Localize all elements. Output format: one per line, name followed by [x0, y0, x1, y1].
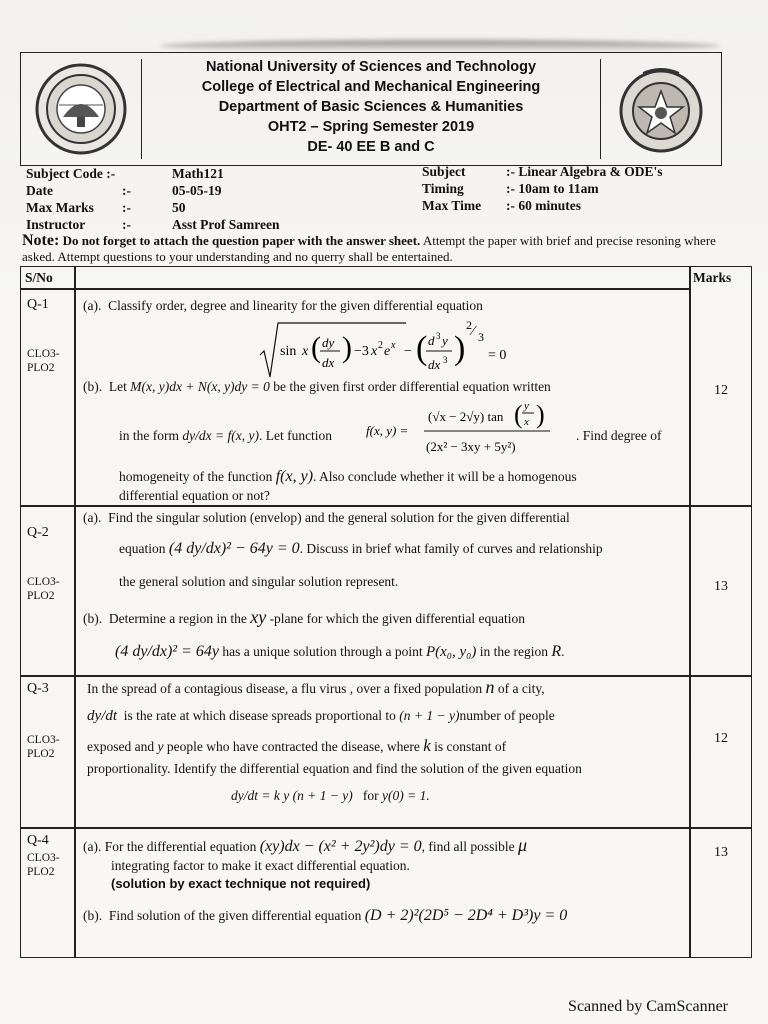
instructor-value: Asst Prof Samreen — [172, 217, 280, 232]
svg-text:sin: sin — [280, 344, 297, 359]
q4a-equation: (xy)dx − (x² + 2y²)dy = 0 — [259, 838, 422, 855]
q3-t8: proportionality. Identify the differential equation and find the solution of the given equation — [87, 761, 582, 776]
q3-line5 — [231, 787, 430, 804]
university-name: National University of Sciences and Technology — [205, 59, 537, 75]
max-marks-label: Max Marks — [26, 200, 94, 215]
q2a-line1 — [83, 509, 570, 526]
svg-text:(: ( — [514, 400, 523, 429]
q2b-xy: xy — [250, 607, 267, 627]
svg-text:3: 3 — [478, 330, 484, 344]
svg-text:x: x — [302, 344, 309, 359]
svg-text:e: e — [384, 344, 391, 359]
q4-marks: 13 — [714, 845, 728, 860]
q4a-label: (a). — [83, 839, 102, 854]
q3-clo — [27, 733, 60, 761]
q3-t7: is constant of — [434, 739, 507, 754]
svg-text:): ) — [454, 330, 466, 367]
q2a-label: (a). — [83, 510, 102, 525]
q1b-t7: . Also conclude whether it will be a homogenous — [313, 469, 577, 484]
q1b-t6: homogeneity of the function — [119, 469, 273, 484]
q2b-t1: Determine a region in the — [108, 611, 247, 626]
q2-label: Q-2 — [27, 525, 49, 540]
q1-marks: 12 — [714, 383, 728, 398]
q1b-fxy: f(x, y) — [275, 468, 314, 485]
q2-clo — [27, 575, 60, 603]
q3-dydt: dy/dt — [87, 708, 117, 724]
subject-code-label: Subject Code :- — [26, 166, 116, 181]
q1b-t8: differential equation or not? — [119, 488, 270, 503]
date-value: 05-05-19 — [172, 183, 222, 198]
q1-clo — [27, 347, 60, 375]
q2b-t3: has a unique solution through a point — [222, 644, 423, 659]
q4-label: Q-4 — [27, 833, 49, 848]
q1a-equation — [256, 315, 526, 383]
subject-value: :- Linear Algebra & ODE's — [506, 164, 663, 179]
q1-plo-text: PLO2 — [27, 362, 55, 374]
timing-value: :- 10am to 11am — [506, 181, 599, 196]
col-header-sno: S/No — [25, 270, 53, 285]
q4a-line1 — [83, 837, 527, 855]
svg-text:3: 3 — [436, 331, 441, 341]
q3-t4: number of people — [459, 708, 555, 723]
q3-t9: for — [362, 788, 379, 803]
college-name: College of Electrical and Mechanical Engineering — [201, 79, 541, 95]
row-divider-q3 — [21, 827, 751, 829]
svg-text:y: y — [524, 400, 529, 412]
section-name: DE- 40 EE B and C — [307, 139, 435, 155]
q3-y: y — [157, 739, 164, 754]
questions-table — [20, 266, 752, 958]
q2b-equation: (4 dy/dx)² = 64y — [115, 643, 219, 660]
svg-text:dy: dy — [322, 335, 335, 350]
max-time-value: :- 60 minutes — [506, 198, 581, 213]
q1b-t4: . Let function — [258, 428, 333, 443]
q3-marks: 12 — [714, 731, 728, 746]
row-divider-q2 — [21, 675, 751, 677]
q1-label: Q-1 — [27, 297, 49, 312]
q4a-t2: , find all possible — [421, 839, 515, 854]
q4b-label: (b). — [83, 908, 103, 923]
svg-text:): ) — [536, 400, 545, 429]
header-row-divider — [21, 288, 689, 290]
q1b-t1: Let — [108, 379, 127, 394]
q3-t1: In the spread of a contagious disease, a flu virus , over a fixed population — [87, 681, 483, 696]
svg-text:−: − — [404, 344, 412, 359]
department-name: Department of Basic Sciences & Humanities — [218, 99, 524, 115]
q2b-t2: -plane for which the given differential equation — [269, 611, 525, 626]
q4a-line2 — [111, 857, 410, 874]
q1a-label: (a). — [83, 298, 102, 313]
max-time-label: Max Time — [422, 198, 482, 213]
instructor-label: Instructor — [26, 217, 86, 232]
q3-ic: y(0) = 1. — [382, 788, 430, 803]
q2b-t4: in the region — [479, 644, 548, 659]
svg-text:(2x² − 3xy + 5y²): (2x² − 3xy + 5y²) — [426, 439, 516, 454]
note-text: Attempt the paper with brief and precise resoning where asked. Attempt questions to your understanding and no querry shall be entertained. — [22, 233, 716, 264]
q1a-text — [83, 297, 483, 314]
q2b-region: R — [551, 643, 562, 660]
q4a-bold: (solution by exact technique not required) — [111, 876, 371, 891]
note-bold-text: Do not forget to attach the question paper with the answer sheet. — [62, 233, 421, 248]
instructor-sep: :- — [122, 217, 131, 232]
col-divider-sno — [74, 267, 76, 957]
page-shadow — [160, 40, 720, 52]
q3-equation: dy/dt = k y (n + 1 − y) — [231, 788, 353, 803]
q2-marks: 13 — [714, 579, 728, 594]
q3-line3 — [87, 737, 506, 755]
svg-text:x: x — [391, 340, 396, 351]
q3-label: Q-3 — [27, 681, 49, 696]
q4b-line — [83, 907, 567, 924]
q4a-t1: For the differential equation — [104, 839, 257, 854]
svg-text:x: x — [371, 344, 378, 359]
q4-clo — [27, 851, 60, 879]
q3-k: k — [423, 736, 431, 755]
q1b-t2: be the given first order differential equation written — [273, 379, 551, 394]
q1b-label: (b). — [83, 379, 103, 394]
svg-text:dx: dx — [322, 355, 335, 370]
q3-t2: of a city, — [497, 681, 545, 696]
q1b-line3 — [119, 468, 577, 485]
svg-text:x: x — [524, 416, 529, 428]
svg-text:y: y — [442, 333, 448, 348]
q2a-t4: the general solution and singular solution represent. — [119, 574, 399, 589]
max-marks-sep: :- — [122, 200, 131, 215]
row-divider-q1 — [21, 505, 751, 507]
exam-note — [22, 233, 737, 265]
q2a-t3: . Discuss in brief what family of curves and relationship — [299, 541, 603, 556]
subject-code-value: Math121 — [172, 166, 224, 181]
q4a-mu: μ — [517, 835, 528, 855]
q1b-function — [366, 395, 576, 463]
q3-n1y: (n + 1 − y) — [399, 708, 460, 723]
q2b-point: P(x₀, y₀) — [425, 644, 477, 660]
q2a-line2 — [119, 540, 603, 557]
q2b-line2: (4 dy/dx)² = 64y has a unique solution through a point P(x₀, y₀) in the region R. — [115, 643, 565, 660]
svg-text:∕: ∕ — [472, 324, 475, 339]
svg-text:(: ( — [416, 330, 428, 367]
university-seal-icon — [33, 61, 129, 157]
q4-plo-text: PLO2 — [27, 866, 55, 878]
q3-t3: is the rate at which disease spreads proportional to — [123, 708, 396, 723]
date-sep: :- — [122, 183, 131, 198]
q3-line2 — [87, 707, 555, 725]
nust-logo — [21, 59, 142, 159]
q1b-line2 — [119, 427, 332, 444]
q4a-t3: integrating factor to make it exact differential equation. — [111, 858, 410, 873]
q1b-mdx: M(x, y)dx + N(x, y)dy = 0 — [130, 379, 270, 394]
q4-clo-text: CLO3- — [27, 852, 60, 864]
svg-text:= 0: = 0 — [488, 348, 507, 363]
q1b-t3: in the form — [119, 428, 179, 443]
svg-text:(√x − 2√y) tan: (√x − 2√y) tan — [428, 409, 504, 424]
exam-name: OHT2 – Spring Semester 2019 — [267, 119, 475, 135]
q1a-body: Classify order, degree and linearity for the given differential equation — [108, 298, 483, 313]
q2-plo-text: PLO2 — [27, 590, 55, 602]
max-marks-value: 50 — [172, 200, 186, 215]
q2-clo-text: CLO3- — [27, 576, 60, 588]
svg-text:−3: −3 — [354, 344, 369, 359]
q1b-line1 — [83, 378, 551, 395]
q2b-label: (b). — [83, 611, 103, 626]
q3-t6: people who have contracted the disease, where — [166, 739, 420, 754]
svg-text:f(x, y) =: f(x, y) = — [366, 423, 409, 438]
q4b-t1: Find solution of the given differential equation — [108, 908, 362, 923]
q4b-equation: (D + 2)²(2D⁵ − 2D⁴ + D³)y = 0 — [364, 907, 568, 924]
q2a-t2: equation — [119, 541, 166, 556]
svg-text:): ) — [342, 331, 352, 364]
q3-clo-text: CLO3- — [27, 734, 60, 746]
header-title-block — [143, 57, 599, 157]
subject-label: Subject — [422, 164, 466, 179]
ceme-logo — [600, 59, 721, 159]
q2a-equation: (4 dy/dx)² − 64y = 0 — [168, 540, 300, 557]
svg-text:2: 2 — [466, 318, 472, 332]
col-header-marks: Marks — [693, 270, 732, 285]
q1b-form: dy/dx = f(x, y) — [182, 428, 259, 443]
scanner-watermark: Scanned by CamScanner — [568, 998, 728, 1015]
svg-text:d: d — [428, 333, 435, 348]
svg-text:2: 2 — [378, 340, 383, 351]
q3-n: n — [485, 677, 495, 697]
svg-text:3: 3 — [443, 355, 448, 365]
date-label: Date — [26, 183, 53, 198]
q2b-line1 — [83, 609, 525, 627]
college-crest-icon — [613, 61, 709, 157]
q3-line1 — [87, 679, 545, 697]
svg-text:(: ( — [311, 331, 321, 364]
svg-text:dx: dx — [428, 357, 441, 372]
q3-t5: exposed and — [87, 739, 155, 754]
q1b-t5: . Find degree of — [576, 428, 662, 443]
timing-label: Timing — [422, 181, 464, 196]
note-label: Note: — [22, 232, 60, 249]
q1-clo-text: CLO3- — [27, 348, 60, 360]
q3-plo-text: PLO2 — [27, 748, 55, 760]
exam-header — [20, 52, 722, 166]
q2a-body: Find the singular solution (envelop) and the general solution for the given differential — [108, 510, 570, 525]
